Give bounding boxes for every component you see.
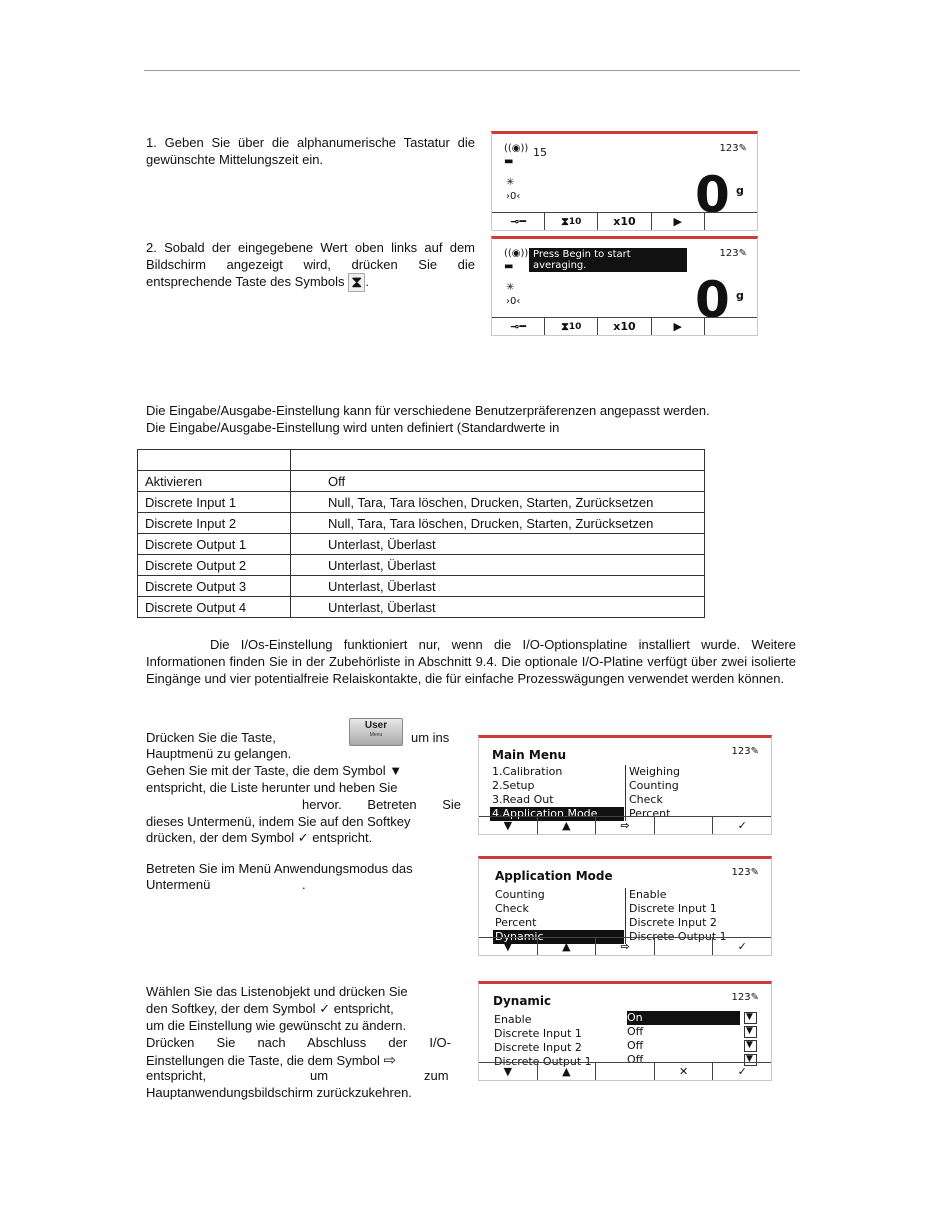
display-screen-2 bbox=[491, 236, 758, 336]
dynamic-screen bbox=[478, 981, 772, 1081]
divider bbox=[625, 765, 626, 821]
menu-title: Dynamic bbox=[493, 994, 552, 1008]
num-mode: 123✎ bbox=[719, 143, 747, 154]
instr-d1: Wählen Sie das Listenobjekt und drücken Sie bbox=[146, 984, 408, 999]
menu-title: Application Mode bbox=[495, 869, 613, 883]
submenu-item: Percent bbox=[629, 807, 671, 820]
multiplier-softkey[interactable]: x10 bbox=[598, 213, 651, 230]
menu-item[interactable]: Discrete Output 1 bbox=[494, 1055, 592, 1068]
softkey-bar bbox=[492, 212, 757, 230]
arrow-up-icon: ▲ bbox=[562, 940, 571, 953]
weight-reading: 0 bbox=[695, 166, 730, 224]
instr-d4: um die Einstellung wie gewünscht zu ändern. bbox=[146, 1018, 407, 1033]
arrow-down-icon: ▼ bbox=[503, 1065, 513, 1078]
wrench-softkey[interactable] bbox=[492, 213, 545, 230]
menu-item[interactable]: Check bbox=[495, 902, 529, 915]
menu-item[interactable]: Discrete Input 1 bbox=[494, 1027, 582, 1040]
display-screen-1 bbox=[491, 131, 758, 231]
menu-list-right bbox=[627, 888, 752, 944]
instr-d7: entspricht, bbox=[146, 1068, 206, 1083]
instr-b5: drücken, der dem Symbol ✓ entspricht. bbox=[146, 830, 373, 845]
center-zero-icons: ✳ ›0‹ bbox=[506, 177, 521, 202]
wrench-softkey[interactable] bbox=[492, 318, 545, 335]
submenu-item: Weighing bbox=[629, 765, 681, 778]
submenu-item: Check bbox=[629, 793, 663, 806]
arrow-down-icon: ▼ bbox=[503, 940, 513, 953]
arrow-down-icon: ▼ bbox=[389, 763, 403, 778]
instr-c2: Untermenü bbox=[146, 877, 211, 892]
step2-text: 2. Sobald der eingegebene Wert oben links auf dem Bildschirm angezeigt wird, drücken Sie die entsprechende Taste des Symbols ⧗ . bbox=[146, 240, 475, 292]
down-softkey[interactable] bbox=[479, 817, 538, 834]
enter-softkey[interactable] bbox=[713, 938, 771, 955]
play-softkey[interactable] bbox=[652, 213, 705, 230]
arrow-down-icon: ▼ bbox=[503, 819, 513, 832]
value-selected[interactable]: On bbox=[627, 1011, 740, 1025]
instr-d10: Hauptanwendungsbildschirm zurückzukehren. bbox=[146, 1085, 412, 1100]
platform-icon: ▬ bbox=[504, 156, 514, 167]
table-row: Discrete Input 2 Null, Tara, Tara löschen, Drucken, Starten, Zurücksetzen bbox=[138, 513, 705, 534]
table-row: Discrete Output 1 Unterlast, Überlast bbox=[138, 534, 705, 555]
empty-softkey[interactable] bbox=[596, 1063, 655, 1080]
main-menu-screen bbox=[478, 735, 772, 835]
up-softkey[interactable] bbox=[538, 817, 597, 834]
num-mode: 123✎ bbox=[731, 992, 759, 1003]
softkey-bar bbox=[479, 937, 771, 955]
exit-icon: ⇨ bbox=[383, 1052, 397, 1069]
intro-line-2: Die Eingabe/Ausgabe-Einstellung wird unten definiert (Standardwerte in bbox=[146, 420, 560, 435]
enter-softkey[interactable] bbox=[713, 1063, 771, 1080]
up-softkey[interactable] bbox=[538, 1063, 597, 1080]
softkey-bar bbox=[479, 816, 771, 834]
up-softkey[interactable] bbox=[538, 938, 597, 955]
table-row: Discrete Output 2 Unterlast, Überlast bbox=[138, 555, 705, 576]
wrench-icon: ⊸━ bbox=[510, 320, 527, 333]
menu-item[interactable]: Discrete Input 2 bbox=[494, 1041, 582, 1054]
weight-unit: g bbox=[736, 289, 744, 302]
multiplier-softkey[interactable]: x10 bbox=[598, 318, 651, 335]
note-text: Die I/Os-Einstellung funktioniert nur, wenn die I/O-Optionsplatine installiert wurde. Weitere Informationen finden Sie in der Zubehörliste in Abschnitt 9.4. Die optionale I/O-Platine verfügt über zwei isolierte Eingänge und vier potentialfreie Relaiskontakte, die für einfache Prozesswägungen verwendet werden können. bbox=[146, 637, 796, 686]
empty-softkey[interactable] bbox=[655, 817, 714, 834]
instr-b3: hervor. Betreten Sie bbox=[302, 797, 461, 812]
value[interactable]: Off bbox=[627, 1053, 644, 1066]
weight-reading: 0 bbox=[695, 271, 730, 329]
intro-line-1: Die Eingabe/Ausgabe-Einstellung kann für verschiedene Benutzerpräferenzen angepasst werden. bbox=[146, 403, 710, 418]
hourglass-icon: ⧗ bbox=[348, 273, 365, 292]
empty-softkey[interactable] bbox=[655, 938, 714, 955]
cancel-softkey[interactable] bbox=[655, 1063, 714, 1080]
menu-list-left bbox=[493, 888, 624, 944]
value[interactable]: Off bbox=[627, 1039, 644, 1052]
avg-value: 15 bbox=[533, 146, 547, 159]
checkmark-icon: ✓ bbox=[737, 1065, 747, 1078]
softkey-bar bbox=[479, 1062, 771, 1080]
instr-b2: entspricht, die Liste herunter und heben Sie bbox=[146, 780, 398, 795]
hourglass-softkey[interactable]: ⧗ 10 bbox=[545, 318, 598, 335]
menu-item[interactable]: Enable bbox=[494, 1013, 532, 1026]
menu-item[interactable]: Percent bbox=[495, 916, 537, 929]
num-mode: 123✎ bbox=[731, 867, 759, 878]
io-settings-table bbox=[137, 449, 705, 618]
hourglass-softkey[interactable]: ⧗ 10 bbox=[545, 213, 598, 230]
instr-d8: um bbox=[310, 1068, 329, 1083]
num-mode: 123✎ bbox=[731, 746, 759, 757]
arrow-up-icon: ▲ bbox=[562, 1065, 571, 1078]
dropdown-icon[interactable]: ▼ bbox=[744, 1026, 757, 1038]
menu-list-right bbox=[627, 765, 747, 821]
exit-softkey[interactable] bbox=[596, 938, 655, 955]
play-icon: ▶ bbox=[673, 215, 682, 228]
table-row: Discrete Output 3 Unterlast, Überlast bbox=[138, 576, 705, 597]
down-softkey[interactable] bbox=[479, 938, 538, 955]
arrow-up-icon: ▲ bbox=[562, 819, 571, 832]
value[interactable]: Off bbox=[627, 1025, 644, 1038]
value-row bbox=[625, 1025, 757, 1039]
instr-a1: Drücken Sie die Taste, bbox=[146, 730, 276, 745]
checkmark-icon: ✓ bbox=[737, 940, 747, 953]
value-row bbox=[625, 1039, 757, 1053]
instr-a3: Hauptmenü zu gelangen. bbox=[146, 746, 292, 761]
instr-a2: um ins bbox=[411, 730, 450, 745]
empty-softkey[interactable] bbox=[705, 318, 757, 335]
application-mode-screen bbox=[478, 856, 772, 956]
checkmark-icon: ✓ bbox=[737, 819, 747, 832]
instr-d9: zum bbox=[424, 1068, 449, 1083]
table-row: Discrete Input 1 Null, Tara, Tara löschen, Drucken, Starten, Zurücksetzen bbox=[138, 492, 705, 513]
stability-icon: ((◉)) bbox=[504, 143, 529, 154]
enter-softkey[interactable] bbox=[713, 817, 771, 834]
softkey-bar bbox=[492, 317, 757, 335]
menu-item[interactable]: Counting bbox=[495, 888, 545, 901]
hourglass-icon: ⧗ bbox=[561, 214, 569, 228]
submenu-item: Discrete Output 1 bbox=[629, 930, 727, 943]
step1-text: 1. Geben Sie über die alphanumerische Tastatur die gewünschte Mittelungszeit ein. bbox=[146, 135, 475, 167]
checkmark-icon: ✓ bbox=[297, 830, 309, 845]
stability-icon: ((◉)) bbox=[504, 248, 529, 259]
instr-c1: Betreten Sie im Menü Anwendungsmodus das bbox=[146, 861, 413, 876]
menu-item[interactable]: 2.Setup bbox=[492, 779, 535, 792]
menu-item[interactable]: 1.Calibration bbox=[492, 765, 563, 778]
user-menu-key[interactable]: User Menu bbox=[349, 718, 403, 746]
table-row: Discrete Output 4 Unterlast, Überlast bbox=[138, 597, 705, 618]
dropdown-icon[interactable]: ▼ bbox=[744, 1054, 757, 1066]
num-mode: 123✎ bbox=[719, 248, 747, 259]
value-row bbox=[625, 1011, 757, 1025]
dropdown-icon[interactable]: ▼ bbox=[744, 1040, 757, 1052]
hourglass-icon: ⧗ bbox=[561, 319, 569, 333]
menu-item-selected[interactable]: 4.Application Mode bbox=[490, 807, 624, 821]
exit-icon: ⇨ bbox=[620, 940, 630, 953]
instr-c3: . bbox=[302, 877, 306, 892]
dropdown-icon[interactable]: ▼ bbox=[744, 1012, 757, 1024]
center-zero-icons: ✳ ›0‹ bbox=[506, 282, 521, 307]
empty-softkey[interactable] bbox=[705, 213, 757, 230]
submenu-item: Enable bbox=[629, 888, 667, 901]
exit-icon: ⇨ bbox=[620, 819, 630, 832]
averaging-message: Press Begin to start averaging. bbox=[529, 248, 687, 272]
instr-d6: Einstellungen die Taste, die dem Symbol ⇨ bbox=[146, 1052, 397, 1069]
instr-b1: Gehen Sie mit der Taste, die dem Symbol ▼ bbox=[146, 763, 403, 778]
divider bbox=[625, 888, 626, 944]
menu-item-selected[interactable]: Dynamic bbox=[493, 930, 624, 944]
menu-item[interactable]: 3.Read Out bbox=[492, 793, 554, 806]
exit-softkey[interactable] bbox=[596, 817, 655, 834]
table-row: Aktivieren Off bbox=[138, 471, 705, 492]
menu-list-left bbox=[490, 765, 624, 821]
submenu-item: Discrete Input 1 bbox=[629, 902, 717, 915]
down-softkey[interactable] bbox=[479, 1063, 538, 1080]
menu-list-left bbox=[492, 1013, 622, 1069]
weight-unit: g bbox=[736, 184, 744, 197]
play-softkey[interactable] bbox=[652, 318, 705, 335]
wrench-icon: ⊸━ bbox=[510, 215, 527, 228]
submenu-item: Counting bbox=[629, 779, 679, 792]
play-icon: ▶ bbox=[673, 320, 682, 333]
close-icon: ✕ bbox=[678, 1065, 689, 1078]
submenu-item: Discrete Input 2 bbox=[629, 916, 717, 929]
menu-title: Main Menu bbox=[492, 748, 567, 762]
instr-d2: den Softkey, der dem Symbol ✓ entspricht, bbox=[146, 1001, 394, 1016]
instr-b4: dieses Untermenü, indem Sie auf den Softkey bbox=[146, 814, 411, 829]
instr-d5: Drücken Sie nach Abschluss der I/O- bbox=[146, 1035, 451, 1050]
checkmark-icon: ✓ bbox=[319, 1001, 331, 1016]
header-rule bbox=[144, 70, 800, 71]
value-list bbox=[625, 1011, 757, 1067]
table-header-row bbox=[138, 450, 705, 471]
platform-icon: ▬ bbox=[504, 261, 514, 272]
